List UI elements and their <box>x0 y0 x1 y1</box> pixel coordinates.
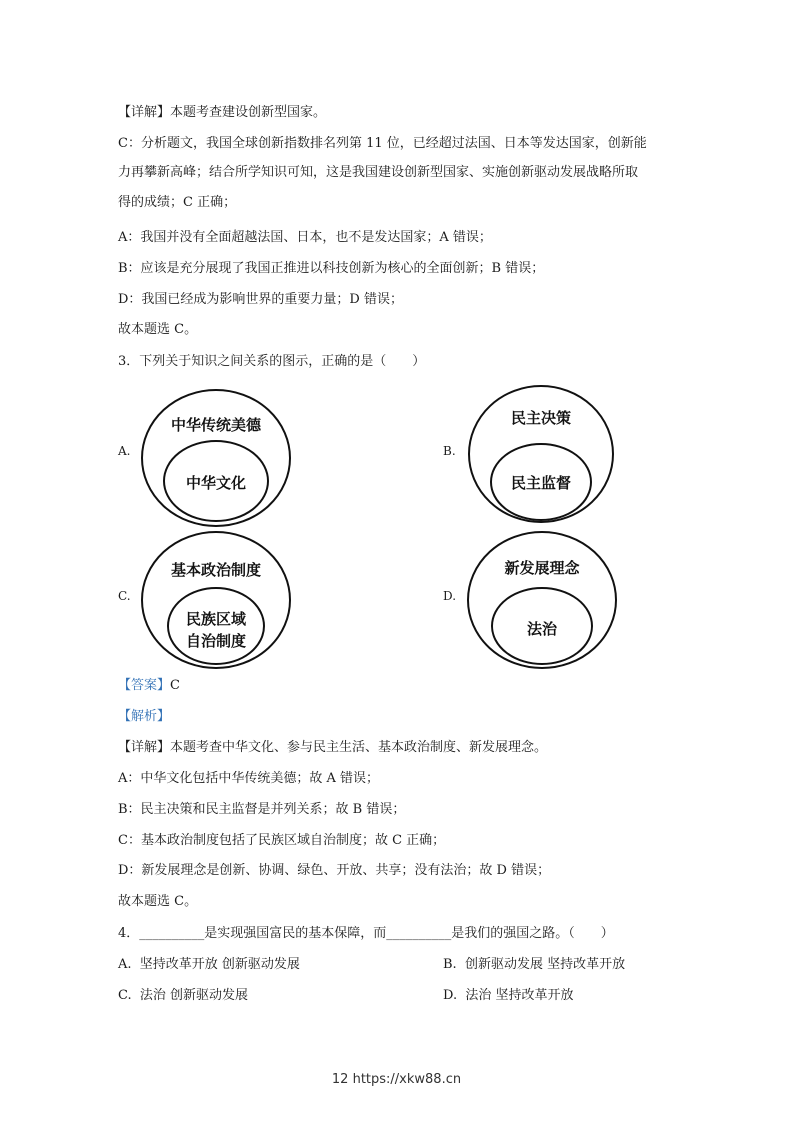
answer-value: C <box>170 678 180 693</box>
option-text: 法治 坚持改革开放 <box>465 988 574 1003</box>
option-text: 创新驱动发展 坚持改革开放 <box>464 957 626 972</box>
outer-circle <box>142 390 290 526</box>
q3-stem: 3．下列关于知识之间关系的图示，正确的是（ ） <box>118 354 426 369</box>
q3-option-d-label: D. <box>443 589 457 603</box>
q3-option-c-label: C. <box>118 589 131 603</box>
q3-analysis-tag: 【解析】 <box>118 709 171 724</box>
option-label: C. <box>118 988 132 1003</box>
prev-c-line2: 力再攀新高峰；结合所学知识可知，这是我国建设创新型国家、实施创新驱动发展战略所取 <box>118 165 639 180</box>
q3-option-a-label: A. <box>118 444 131 458</box>
q3-detail: 【详解】本题考查中华文化、参与民主生活、基本政治制度、新发展理念。 <box>118 740 548 755</box>
q4-option-b <box>443 956 625 974</box>
inner-text: 法治 <box>526 620 558 638</box>
option-label: B. <box>443 957 457 972</box>
q4-option-a <box>118 956 300 974</box>
q4-option-d <box>443 987 574 1005</box>
q3-answer <box>118 677 180 695</box>
prev-a: A：我国并没有全面超越法国、日本，也不是发达国家；A 错误； <box>118 230 492 245</box>
inner-text: 中华文化 <box>185 474 247 492</box>
q3-option-c-diagram <box>140 530 292 670</box>
inner-text: 民主监督 <box>510 474 572 492</box>
prev-d: D：我国已经成为影响世界的重要力量；D 错误； <box>118 292 403 307</box>
q3-option-a-diagram <box>140 388 292 528</box>
prev-b: B：应该是充分展现了我国正推进以科技创新为核心的全面创新；B 错误； <box>118 261 545 276</box>
q3-explain-c: C：基本政治制度包括了民族区域自治制度；故 C 正确； <box>118 833 446 848</box>
outer-circle <box>468 532 616 668</box>
q4-option-c <box>118 987 248 1005</box>
option-label: D. <box>443 988 458 1003</box>
q3-explain-d: D：新发展理念是创新、协调、绿色、开放、共享；没有法治；故 D 错误； <box>118 863 551 878</box>
answer-tag: 【答案】 <box>118 678 171 693</box>
q3-option-b-label: B. <box>443 444 456 458</box>
inner-text-line1: 民族区域 <box>185 610 247 628</box>
prev-detail: 【详解】本题考查建设创新型国家。 <box>118 105 327 120</box>
option-text: 法治 创新驱动发展 <box>139 988 249 1003</box>
page-footer: 12 https://xkw88.cn <box>331 1072 462 1087</box>
outer-text: 民主决策 <box>510 409 572 427</box>
q3-option-b-diagram <box>466 384 616 524</box>
option-label: A. <box>118 957 132 972</box>
q3-option-d-diagram <box>466 530 618 670</box>
q3-explain-a: A：中华文化包括中华传统美德；故 A 错误； <box>118 771 380 786</box>
option-text: 坚持改革开放 创新驱动发展 <box>139 957 300 972</box>
outer-circle <box>469 386 613 522</box>
outer-text: 新发展理念 <box>504 559 580 577</box>
prev-conclusion: 故本题选 C。 <box>118 322 198 337</box>
prev-c-line1: C：分析题文，我国全球创新指数排名列第 11 位，已经超过法国、日本等发达国家，创新能 <box>118 136 647 151</box>
outer-text: 中华传统美德 <box>170 416 262 434</box>
q3-conclusion: 故本题选 C。 <box>118 894 198 909</box>
prev-c-line3: 得的成绩；C 正确； <box>118 195 237 210</box>
q3-explain-b: B：民主决策和民主监督是并列关系；故 B 错误； <box>118 802 406 817</box>
outer-text: 基本政治制度 <box>170 561 262 579</box>
inner-text-line2: 自治制度 <box>185 632 247 650</box>
q4-stem: 4．__________是实现强国富民的基本保障，而__________是我们的强国之路。（ ） <box>118 926 614 941</box>
